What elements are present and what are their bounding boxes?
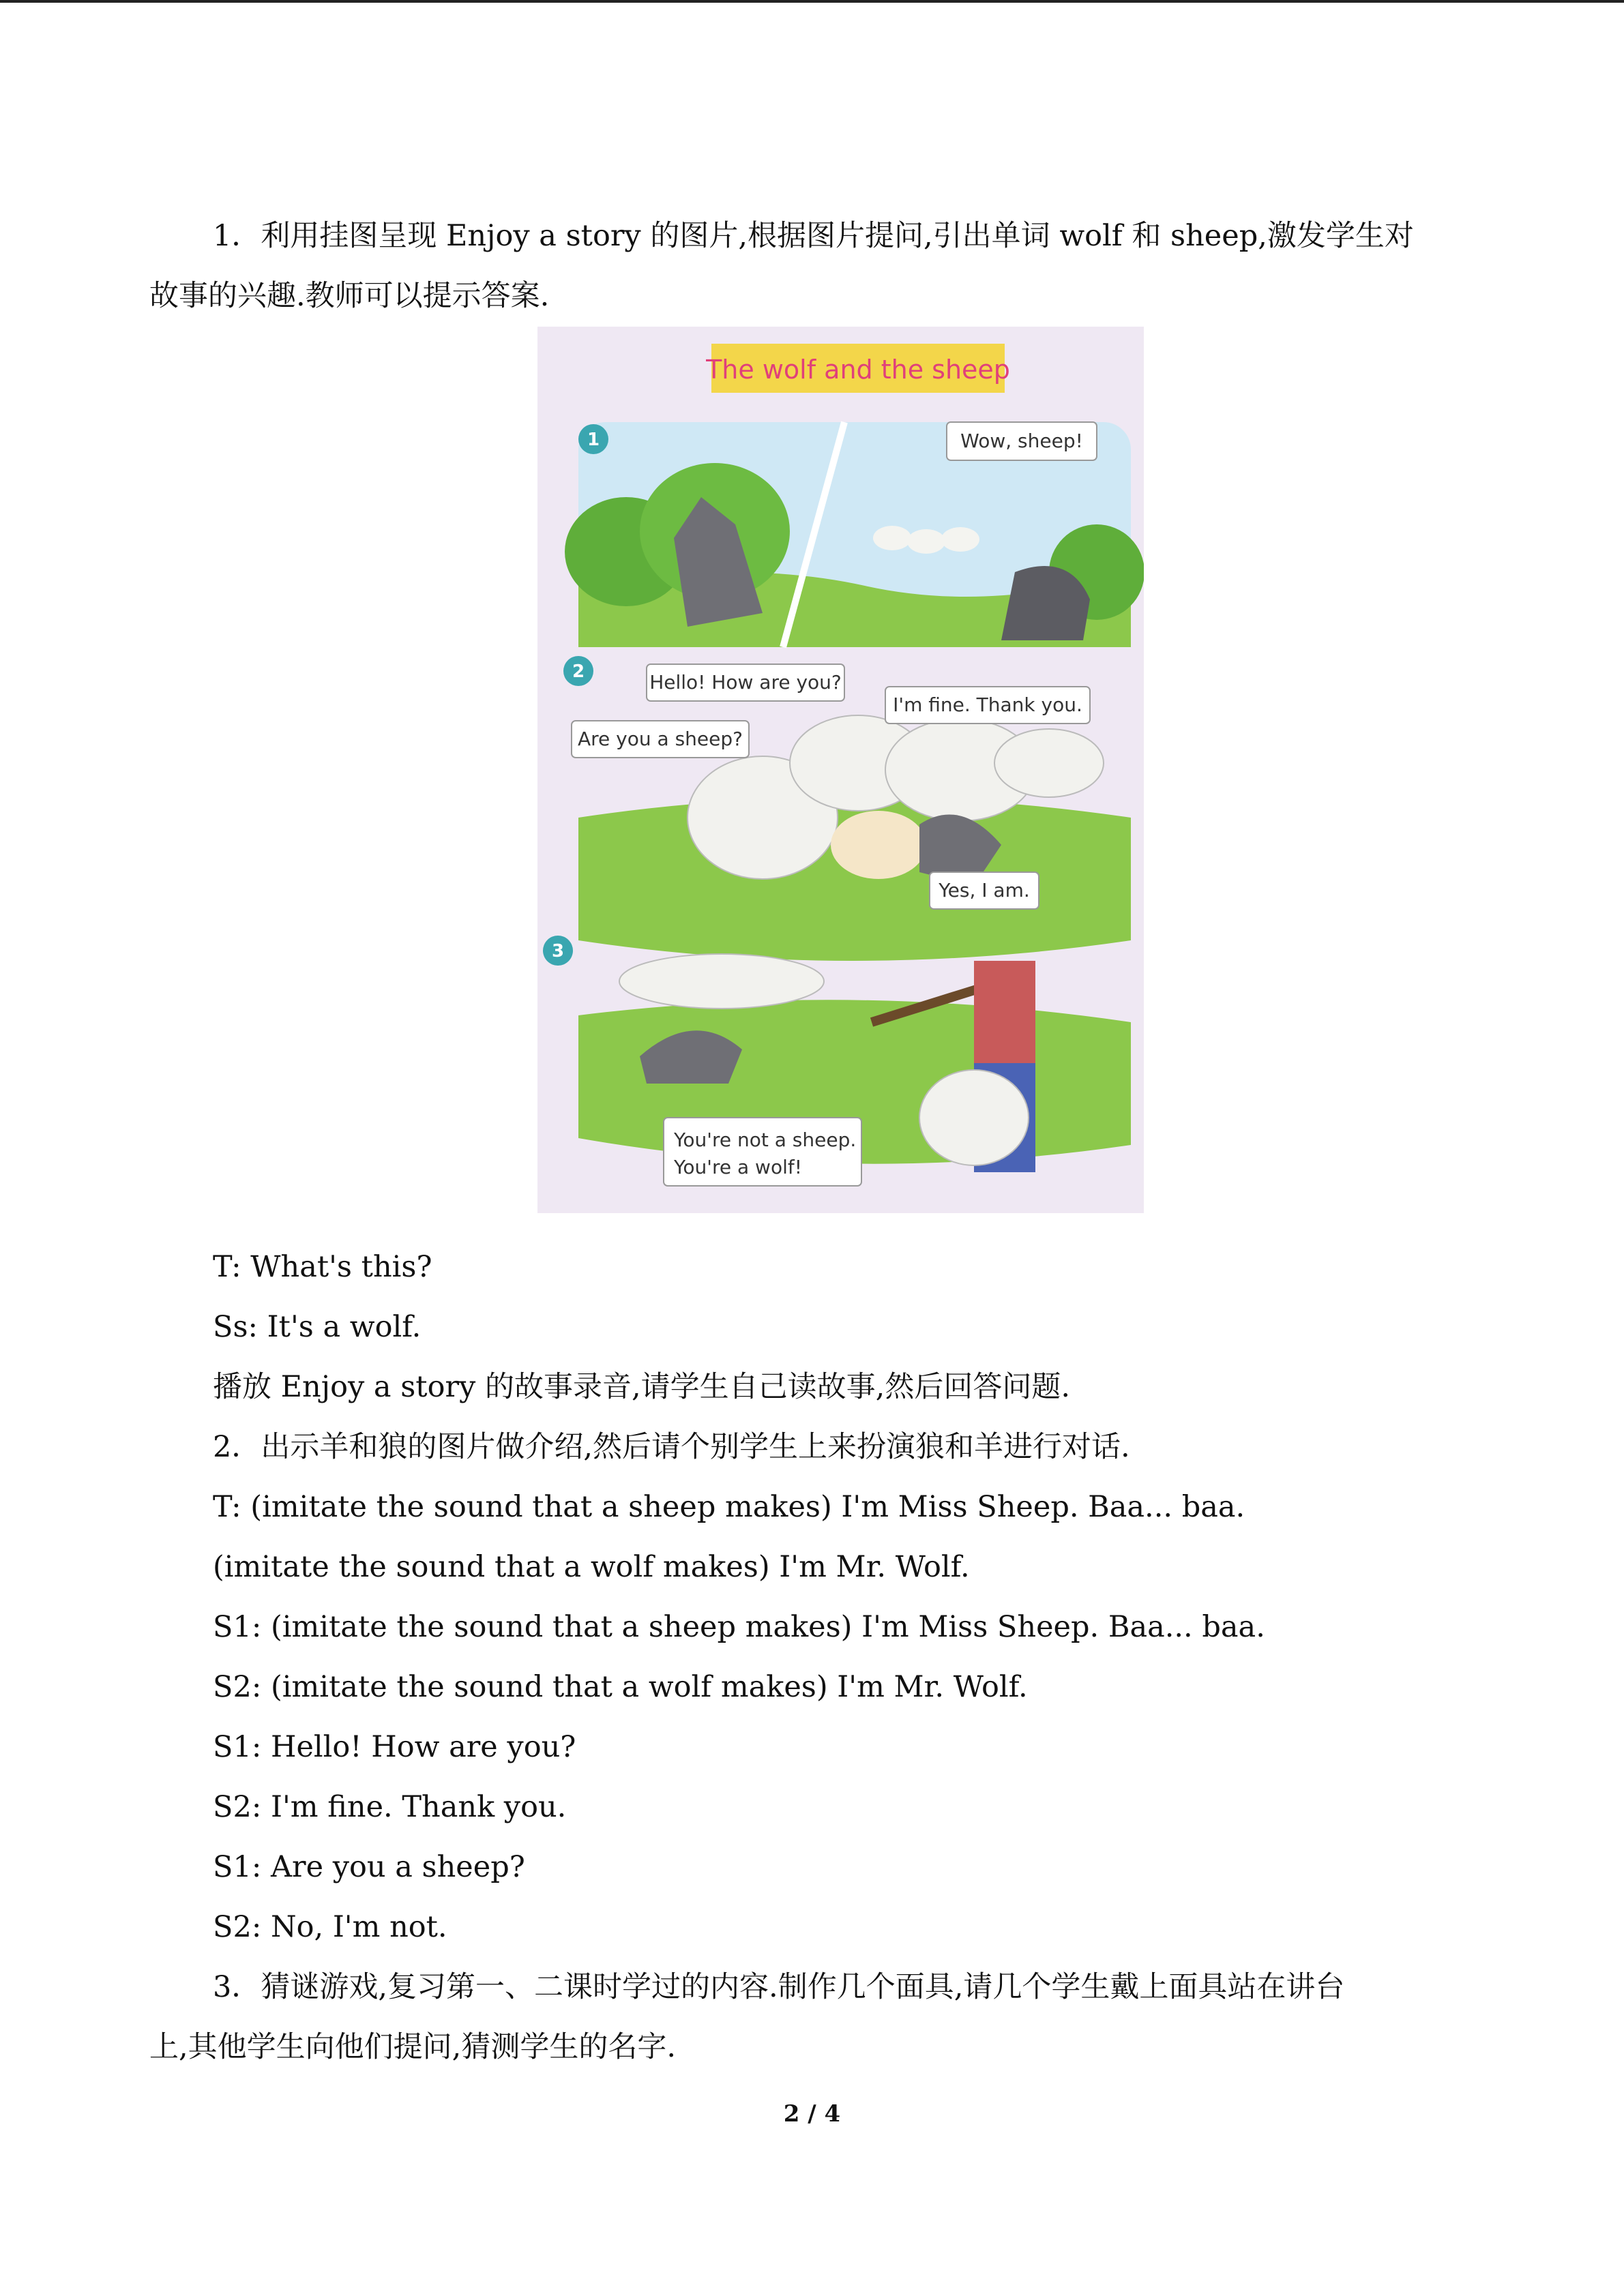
panel-3-speech-text-line-2: You're a wolf! — [674, 1156, 802, 1178]
paragraph-4-line-1: 3．猜谜游戏,复习第一、二课时学过的内容.制作几个面具,请几个学生戴上面具站在讲台 — [213, 1970, 1345, 2004]
dialogue-line-3: T: (imitate the sound that a sheep makes) I'm Miss Sheep. Baa... baa. — [213, 1490, 1245, 1524]
panel-3-farmer-shirt — [974, 961, 1035, 1070]
dialogue-line-8: S2: I'm fine. Thank you. — [213, 1790, 567, 1824]
panel-2-speech-text-d: Yes, I am. — [939, 879, 1030, 901]
panel-2-sheep-far-right — [994, 729, 1104, 797]
panel-1-sheep — [907, 529, 945, 554]
dialogue-line-5: S1: (imitate the sound that a sheep makes) I'm Miss Sheep. Baa... baa. — [213, 1610, 1265, 1644]
panel-2-speech-text-c: Are you a sheep? — [577, 728, 743, 750]
panel-1-sheep — [941, 527, 979, 552]
paragraph-2: 播放 Enjoy a story 的故事录音,请学生自己读故事,然后回答问题. — [213, 1370, 1070, 1404]
panel-2-sheep-face — [831, 811, 926, 879]
dialogue-line-2: Ss: It's a wolf. — [213, 1310, 422, 1344]
panel-3-number: 3 — [551, 941, 565, 961]
panel-3-sheep — [919, 1070, 1029, 1165]
paragraph-1-line-1: 1．利用挂图呈现 Enjoy a story 的图片,根据图片提问,引出单词 wolf 和 sheep,激发学生对 — [213, 219, 1414, 253]
paragraph-3: 2．出示羊和狼的图片做介绍,然后请个别学生上来扮演狼和羊进行对话. — [213, 1430, 1130, 1464]
top-border — [0, 0, 1624, 3]
panel-2-speech-text-a: Hello! How are you? — [649, 671, 842, 694]
paragraph-4-line-2: 上,其他学生向他们提问,猜测学生的名字. — [149, 2030, 677, 2064]
figure-title: The wolf and the sheep — [706, 355, 1010, 385]
paragraph-1-line-2: 故事的兴趣.教师可以提示答案. — [149, 279, 550, 313]
panel-1-speech-text: Wow, sheep! — [960, 430, 1083, 452]
dialogue-line-6: S2: (imitate the sound that a wolf makes) I'm Mr. Wolf. — [213, 1670, 1028, 1704]
dialogue-line-1: T: What's this? — [213, 1250, 432, 1284]
panel-2-number: 2 — [572, 661, 585, 682]
panel-1-number: 1 — [587, 430, 600, 450]
panel-3-sheep-group — [619, 954, 824, 1009]
panel-2-speech-text-b: I'm fine. Thank you. — [893, 694, 1082, 716]
dialogue-line-10: S2: No, I'm not. — [213, 1910, 447, 1944]
dialogue-line-7: S1: Hello! How are you? — [213, 1730, 576, 1764]
story-illustration-svg — [537, 327, 1144, 1213]
dialogue-line-9: S1: Are you a sheep? — [213, 1850, 525, 1884]
story-illustration — [537, 327, 1144, 1213]
dialogue-line-4: (imitate the sound that a wolf makes) I'm Mr. Wolf. — [213, 1550, 970, 1584]
panel-3-speech-text-line-1: You're not a sheep. — [674, 1129, 857, 1151]
panel-1-sheep — [873, 526, 911, 550]
page-indicator: 2 / 4 — [783, 2100, 841, 2128]
